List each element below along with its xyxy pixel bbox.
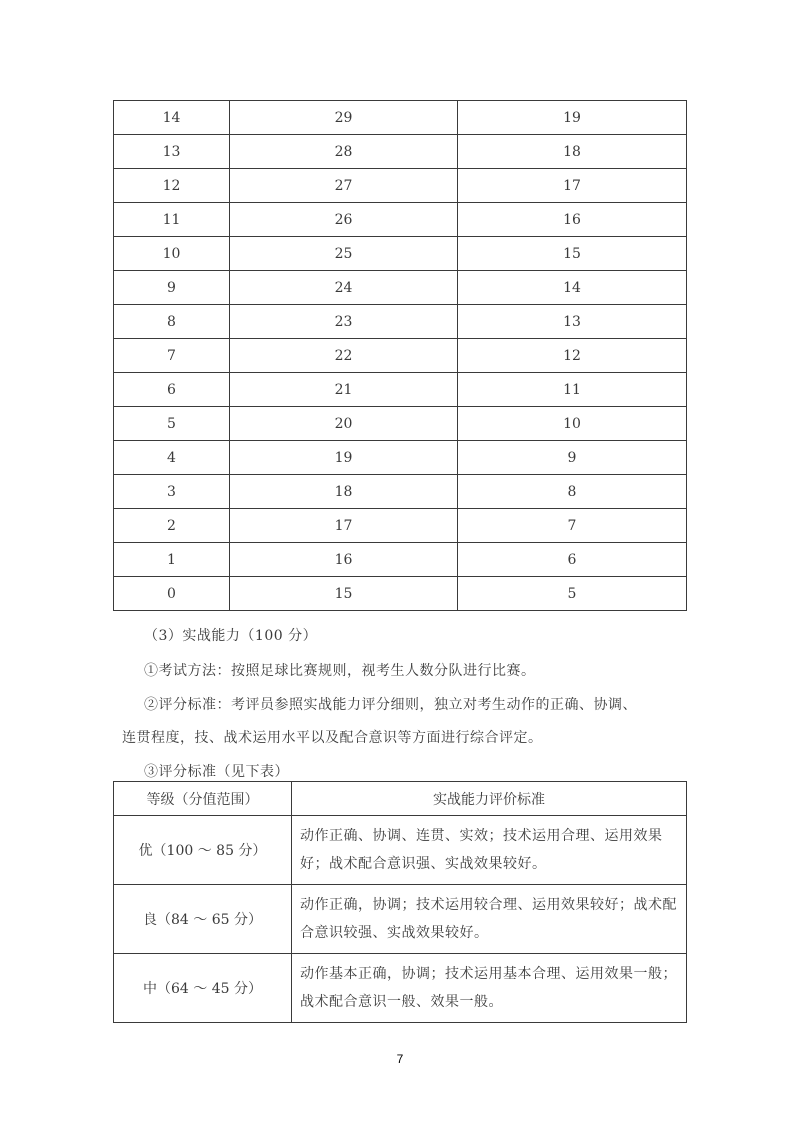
grade-table <box>113 781 687 1023</box>
table-cell: 26 <box>230 203 458 237</box>
grade-desc-cell: 动作正确，协调；技术运用较合理、运用效果较好；战术配合意识较强、实战效果较好。 <box>292 885 687 954</box>
table-cell: 13 <box>458 305 687 339</box>
table-cell: 24 <box>230 271 458 305</box>
table-cell: 16 <box>230 543 458 577</box>
table-row <box>114 271 687 305</box>
table-cell: 23 <box>230 305 458 339</box>
table-row <box>114 373 687 407</box>
table-row <box>114 441 687 475</box>
grade-table-header <box>114 782 687 816</box>
table-cell: 17 <box>458 169 687 203</box>
table-row <box>114 577 687 611</box>
table-row <box>114 475 687 509</box>
table-row <box>114 135 687 169</box>
table-cell: 10 <box>458 407 687 441</box>
table-cell: 8 <box>114 305 230 339</box>
table-cell: 5 <box>458 577 687 611</box>
table-cell: 22 <box>230 339 458 373</box>
table-row <box>114 101 687 135</box>
grade-row <box>114 885 687 954</box>
table-cell: 17 <box>230 509 458 543</box>
grade-cell: 中（64 ～ 45 分） <box>114 954 292 1023</box>
table-cell: 4 <box>114 441 230 475</box>
score-table-body <box>114 101 687 611</box>
header-criteria: 实战能力评价标准 <box>292 782 687 816</box>
table-cell: 6 <box>458 543 687 577</box>
table-row <box>114 305 687 339</box>
grade-cell: 优（100 ～ 85 分） <box>114 816 292 885</box>
table-row <box>114 407 687 441</box>
exam-method-text: ①考试方法：按照足球比赛规则，视考生人数分队进行比赛。 <box>144 663 536 679</box>
table-cell: 11 <box>458 373 687 407</box>
table-cell: 19 <box>230 441 458 475</box>
table-cell: 21 <box>230 373 458 407</box>
table-row <box>114 543 687 577</box>
table-cell: 7 <box>114 339 230 373</box>
table-row <box>114 509 687 543</box>
table-cell: 5 <box>114 407 230 441</box>
table-cell: 15 <box>230 577 458 611</box>
table-cell: 0 <box>114 577 230 611</box>
grade-desc-cell: 动作正确、协调、连贯、实效；技术运用合理、运用效果好；战术配合意识强、实战效果较好。 <box>292 816 687 885</box>
table-cell: 29 <box>230 101 458 135</box>
criteria-text-line2: 连贯程度，技、战术运用水平以及配合意识等方面进行综合评定。 <box>122 730 543 746</box>
score-table <box>113 100 687 611</box>
grade-row <box>114 816 687 885</box>
page-number: 7 <box>396 1052 404 1066</box>
table-cell: 6 <box>114 373 230 407</box>
grade-row <box>114 954 687 1023</box>
grade-desc-cell: 动作基本正确，协调；技术运用基本合理、运用效果一般；战术配合意识一般、效果一般。 <box>292 954 687 1023</box>
table-cell: 9 <box>458 441 687 475</box>
table-cell: 3 <box>114 475 230 509</box>
table-cell: 16 <box>458 203 687 237</box>
table-cell: 14 <box>458 271 687 305</box>
table-cell: 19 <box>458 101 687 135</box>
table-cell: 28 <box>230 135 458 169</box>
table-cell: 20 <box>230 407 458 441</box>
table-cell: 9 <box>114 271 230 305</box>
table-cell: 2 <box>114 509 230 543</box>
table-cell: 14 <box>114 101 230 135</box>
table-row <box>114 203 687 237</box>
table-cell: 25 <box>230 237 458 271</box>
table-cell: 15 <box>458 237 687 271</box>
table-cell: 1 <box>114 543 230 577</box>
grade-cell: 良（84 ～ 65 分） <box>114 885 292 954</box>
criteria-text-line1: ②评分标准：考评员参照实战能力评分细则，独立对考生动作的正确、协调、 <box>144 697 637 713</box>
table-row <box>114 169 687 203</box>
table-cell: 7 <box>458 509 687 543</box>
table-cell: 27 <box>230 169 458 203</box>
table-cell: 8 <box>458 475 687 509</box>
table-cell: 18 <box>458 135 687 169</box>
table-row <box>114 339 687 373</box>
table-row <box>114 237 687 271</box>
header-grade: 等级（分值范围） <box>114 782 292 816</box>
standard-label: ③评分标准（见下表） <box>144 764 289 780</box>
table-cell: 13 <box>114 135 230 169</box>
table-cell: 12 <box>114 169 230 203</box>
table-cell: 12 <box>458 339 687 373</box>
table-cell: 11 <box>114 203 230 237</box>
table-cell: 18 <box>230 475 458 509</box>
table-cell: 10 <box>114 237 230 271</box>
section-title: （3）实战能力（100 分） <box>144 628 318 644</box>
